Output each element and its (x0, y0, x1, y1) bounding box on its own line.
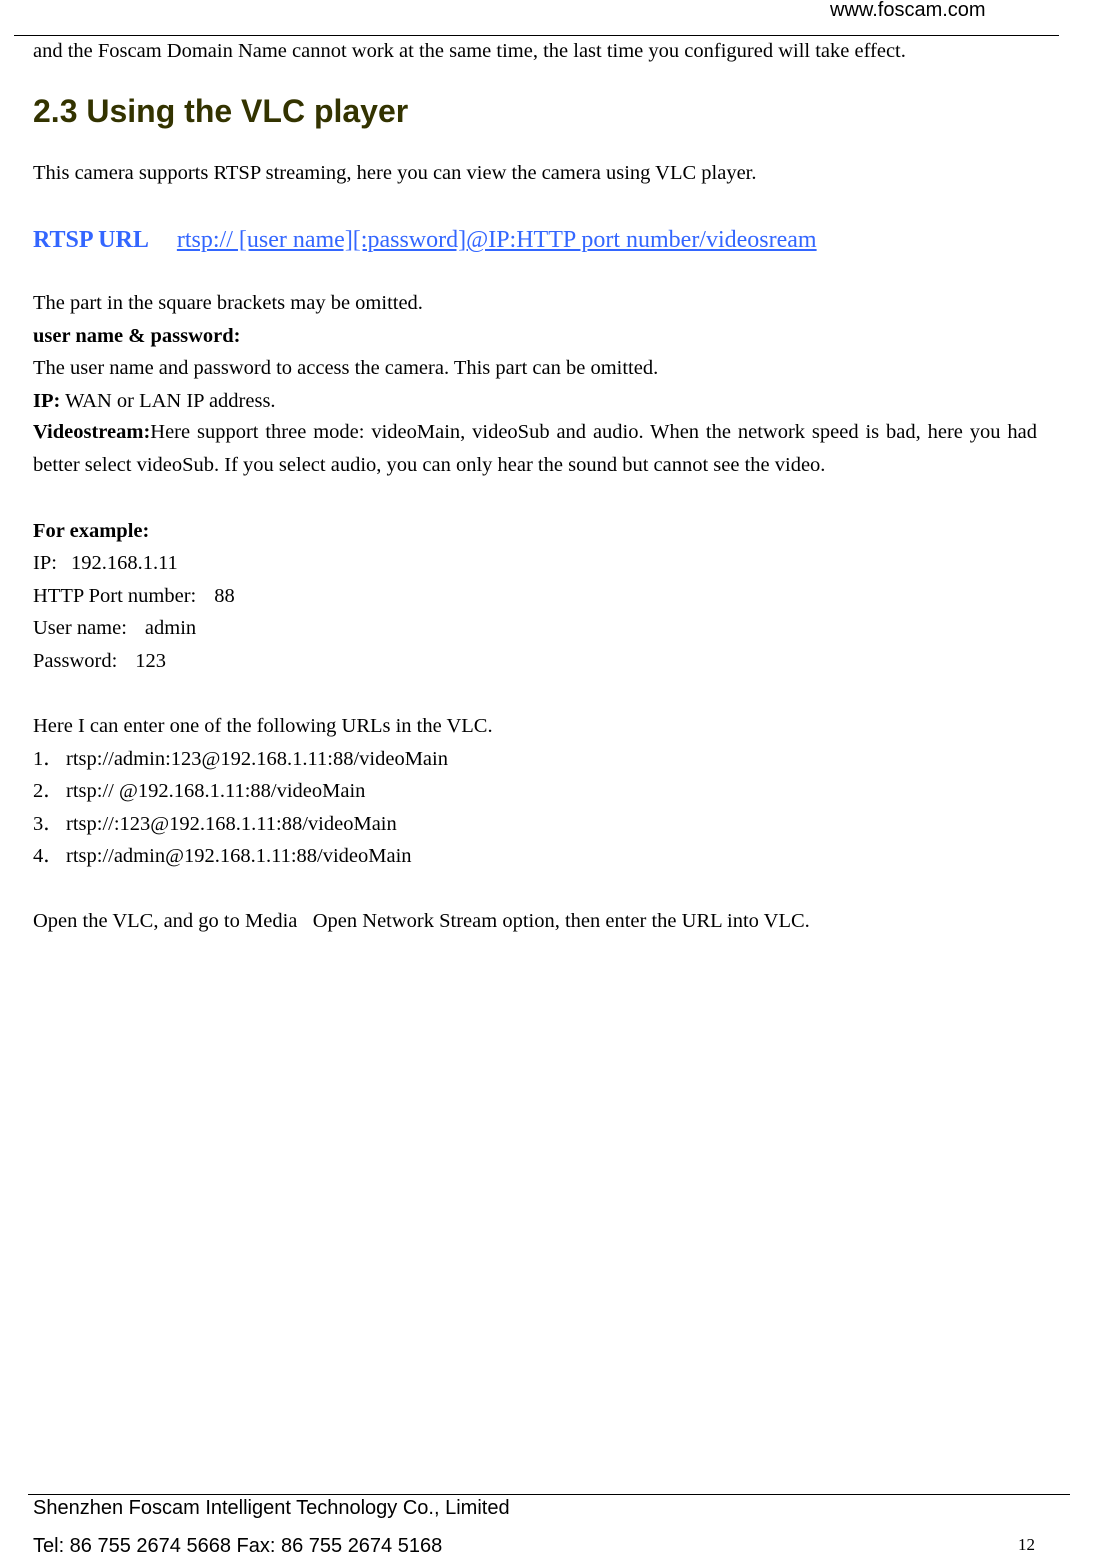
list-number: 4． (33, 845, 64, 867)
example-item (33, 584, 235, 608)
list-number: 3． (33, 813, 64, 835)
example-label: IP: (33, 552, 57, 574)
rtsp-label: RTSP URL (33, 227, 149, 253)
url-list-item (33, 844, 412, 868)
list-number: 1． (33, 748, 64, 770)
example-value: 88 (214, 585, 235, 607)
url-list-item (33, 747, 448, 771)
closing-paragraph: Open the VLC, and go to Media Open Network Stream option, then enter the URL into VLC. (33, 910, 810, 932)
paragraph: The part in the square brackets may be omitted. (33, 292, 423, 314)
videostream-label: Videostream: (33, 421, 151, 443)
example-value: 192.168.1.11 (70, 552, 178, 574)
list-number: 2． (33, 780, 64, 802)
url-list-item (33, 779, 365, 803)
videostream-paragraph (33, 416, 1037, 482)
ip-text: WAN or LAN IP address. (60, 390, 276, 412)
section-title: 2.3 Using the VLC player (33, 93, 409, 129)
url-text: rtsp://admin@192.168.1.11:88/videoMain (66, 845, 412, 867)
paragraph: This camera supports RTSP streaming, here you can view the camera using VLC player. (33, 162, 757, 184)
url-text: rtsp://:123@192.168.1.11:88/videoMain (66, 813, 397, 835)
example-value: 123 (135, 650, 167, 672)
footer-rule (28, 1494, 1070, 1495)
footer-contact: Tel: 86 755 2674 5668 Fax: 86 755 2674 5168 (33, 1535, 443, 1554)
example-label: HTTP Port number: (33, 585, 197, 607)
videostream-text: Here support three mode: videoMain, videoSub and audio. When the network speed is bad, here you had better select videoSub. If you select audio, you can only hear the sound but cannot see the video. (33, 421, 1037, 476)
url-text: rtsp:// @192.168.1.11:88/videoMain (66, 780, 366, 802)
example-item (33, 616, 196, 640)
example-label: User name: (33, 617, 127, 639)
ip-line (33, 389, 276, 413)
example-item (33, 551, 178, 575)
rtsp-url-link[interactable]: rtsp:// [user name][:password]@IP:HTTP port number/videosream (176, 227, 817, 253)
user-heading-text: user name & password: (33, 325, 241, 347)
header-rule (14, 35, 1059, 36)
example-item (33, 649, 166, 673)
ip-label: IP: (33, 390, 61, 412)
user-text: The user name and password to access the camera. This part can be omitted. (33, 357, 659, 379)
urls-intro: Here I can enter one of the following URLs in the VLC. (33, 715, 493, 737)
intro-line: and the Foscam Domain Name cannot work at the same time, the last time you configured will take effect. (33, 40, 906, 62)
user-heading (33, 324, 240, 348)
example-heading (33, 519, 149, 543)
example-heading-text: For example: (33, 520, 150, 542)
header-website: www.foscam.com (830, 0, 986, 21)
example-label: Password: (33, 650, 118, 672)
rtsp-line (33, 226, 817, 254)
url-text: rtsp://admin:123@192.168.1.11:88/videoMain (66, 748, 448, 770)
footer-company: Shenzhen Foscam Intelligent Technology Co., Limited (33, 1497, 510, 1519)
url-list-item (33, 812, 397, 836)
page-number: 12 (1018, 1535, 1035, 1554)
example-value: admin (144, 617, 197, 639)
